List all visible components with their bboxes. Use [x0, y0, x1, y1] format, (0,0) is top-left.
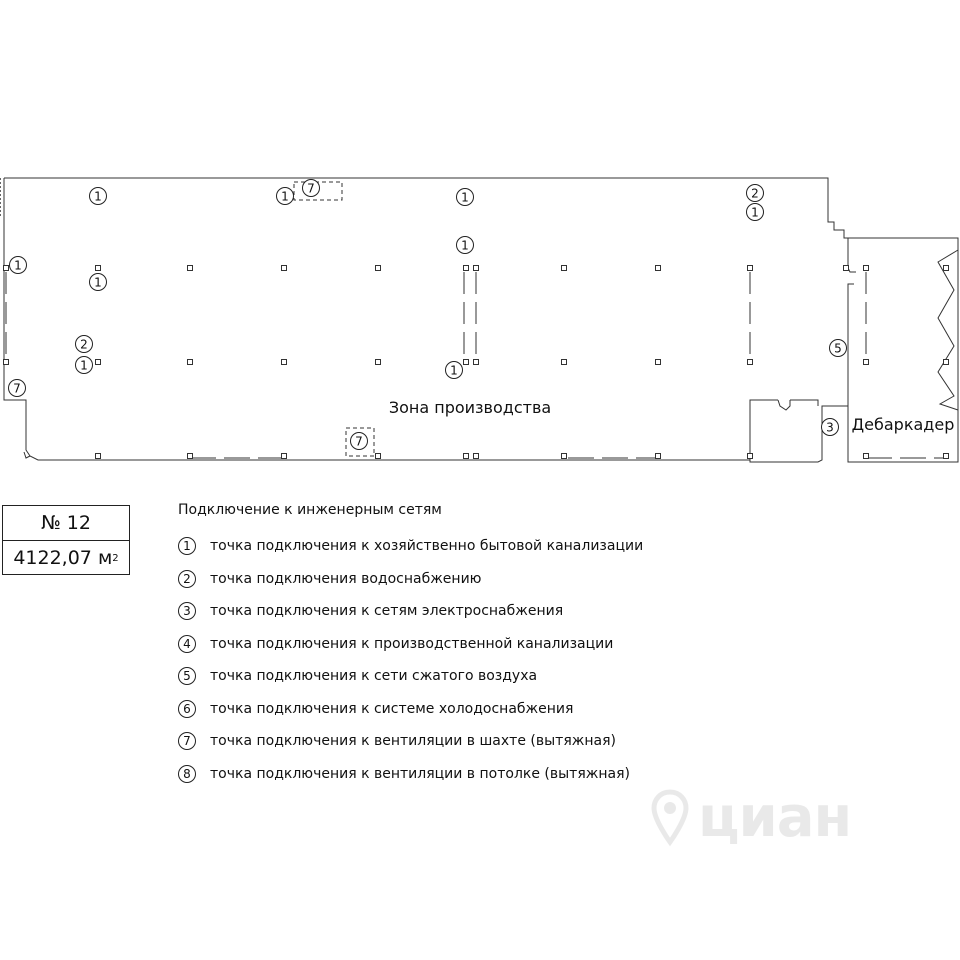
- column-marker: [562, 454, 567, 459]
- unit-area-value: 4122,07 м: [13, 547, 113, 569]
- legend-item: [178, 725, 738, 758]
- connection-point-label: 1: [281, 189, 289, 204]
- column-marker: [844, 266, 849, 271]
- connection-point-label: 3: [826, 420, 834, 435]
- legend-item-number: 3: [178, 602, 196, 620]
- connection-point-3: [822, 419, 839, 436]
- unit-info-box: [2, 505, 130, 575]
- unit-number: № 12: [41, 512, 91, 534]
- column-marker: [864, 360, 869, 365]
- legend-item-text: точка подключения к вентиляции в потолке (вытяжная): [210, 765, 630, 782]
- legend-item: [178, 595, 738, 628]
- connection-point-label: 1: [751, 205, 759, 220]
- connection-point-label: 1: [80, 358, 88, 373]
- column-marker: [656, 454, 661, 459]
- legend-item-number: 6: [178, 700, 196, 718]
- unit-area: [3, 540, 129, 575]
- column-marker: [282, 266, 287, 271]
- legend-list: [178, 530, 738, 790]
- column-marker: [864, 454, 869, 459]
- legend-item-text: точка подключения водоснабжению: [210, 570, 482, 587]
- location-pin-icon: [648, 788, 692, 848]
- column-marker: [748, 454, 753, 459]
- legend-item-number: 8: [178, 765, 196, 783]
- connection-point-label: 1: [14, 258, 22, 273]
- watermark-text: циан: [698, 785, 852, 850]
- column-marker: [96, 454, 101, 459]
- column-marker: [376, 360, 381, 365]
- connection-point-label: 7: [13, 381, 21, 396]
- connection-point-1: [10, 257, 27, 274]
- connection-point-1: [90, 188, 107, 205]
- legend: [178, 498, 738, 790]
- legend-item-text: точка подключения к хозяйственно бытовой канализации: [210, 538, 644, 555]
- column-marker: [474, 454, 479, 459]
- column-marker: [562, 360, 567, 365]
- connection-point-1: [76, 357, 93, 374]
- connection-point-label: 1: [461, 190, 469, 205]
- column-markers: [4, 266, 949, 459]
- column-marker: [748, 360, 753, 365]
- legend-item: [178, 660, 738, 693]
- legend-item-number: 1: [178, 537, 196, 555]
- plan-walls: [0, 178, 958, 462]
- column-marker: [96, 266, 101, 271]
- column-marker: [4, 266, 9, 271]
- watermark: [648, 780, 863, 855]
- column-marker: [96, 360, 101, 365]
- legend-item: [178, 563, 738, 596]
- legend-item-number: 7: [178, 732, 196, 750]
- legend-title: Подключение к инженерным сетям: [178, 502, 442, 518]
- connection-point-1: [446, 362, 463, 379]
- legend-item-text: точка подключения к сетям электроснабжения: [210, 603, 564, 620]
- column-marker: [944, 360, 949, 365]
- connection-point-7: [9, 380, 26, 397]
- column-marker: [748, 266, 753, 271]
- legend-item: [178, 530, 738, 563]
- column-marker: [464, 454, 469, 459]
- column-marker: [944, 454, 949, 459]
- legend-item-text: точка подключения к сети сжатого воздуха: [210, 668, 538, 685]
- connection-point-label: 7: [355, 434, 363, 449]
- column-marker: [656, 360, 661, 365]
- column-marker: [474, 360, 479, 365]
- column-marker: [188, 454, 193, 459]
- connection-point-1: [90, 274, 107, 291]
- unit-area-sup: 2: [112, 552, 119, 564]
- column-marker: [4, 360, 9, 365]
- connection-point-label: 5: [834, 341, 842, 356]
- column-marker: [376, 266, 381, 271]
- column-marker: [188, 266, 193, 271]
- column-marker: [188, 360, 193, 365]
- column-marker: [282, 360, 287, 365]
- connection-point-7: [351, 433, 368, 450]
- column-marker: [944, 266, 949, 271]
- column-marker: [376, 454, 381, 459]
- connection-point-label: 2: [751, 186, 759, 201]
- legend-item-number: 4: [178, 635, 196, 653]
- column-marker: [282, 454, 287, 459]
- legend-item-text: точка подключения к вентиляции в шахте (вытяжная): [210, 733, 616, 750]
- legend-item: [178, 628, 738, 661]
- connection-point-label: 2: [80, 337, 88, 352]
- connection-point-1: [747, 204, 764, 221]
- column-marker: [864, 266, 869, 271]
- legend-item-text: точка подключения к производственной канализации: [210, 635, 614, 652]
- connection-point-1: [457, 237, 474, 254]
- connection-point-1: [457, 189, 474, 206]
- column-marker: [464, 266, 469, 271]
- connection-point-label: 7: [307, 181, 315, 196]
- connection-point-label: 1: [94, 189, 102, 204]
- connection-point-2: [747, 185, 764, 202]
- legend-item-number: 2: [178, 570, 196, 588]
- connection-point-label: 1: [94, 275, 102, 290]
- legend-item-text: точка подключения к системе холодоснабжения: [210, 700, 574, 717]
- connection-point-7: [303, 180, 320, 197]
- connection-point-2: [76, 336, 93, 353]
- zone-label-dock: Дебаркадер: [851, 415, 955, 434]
- legend-item: [178, 693, 738, 726]
- connection-point-1: [277, 188, 294, 205]
- column-marker: [464, 360, 469, 365]
- column-marker: [562, 266, 567, 271]
- column-marker: [656, 266, 661, 271]
- connection-point-label: 1: [450, 363, 458, 378]
- column-marker: [474, 266, 479, 271]
- connection-point-label: 1: [461, 238, 469, 253]
- zone-label-production: Зона производства: [388, 398, 552, 417]
- legend-item-number: 5: [178, 667, 196, 685]
- connection-point-5: [830, 340, 847, 357]
